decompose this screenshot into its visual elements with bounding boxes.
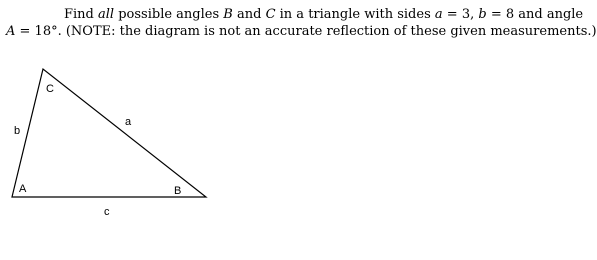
value-b: = 8 and angle [486, 7, 584, 22]
side-label-c: c [104, 206, 110, 218]
triangle-shape [12, 69, 206, 197]
vertex-label-A: A [19, 183, 27, 195]
symbol-a: a [434, 7, 443, 22]
text-and: and [232, 7, 266, 22]
side-label-b: b [14, 125, 21, 137]
symbol-b: b [478, 7, 487, 22]
text-possible-angles: possible angles [114, 7, 224, 22]
text-find: Find [64, 7, 99, 22]
value-a: = 3, [442, 7, 479, 22]
vertex-label-C: C [46, 83, 54, 95]
symbol-C: C [265, 7, 276, 22]
symbol-A: A [6, 24, 16, 39]
vertex-label-B: B [174, 185, 182, 197]
side-label-a: a [125, 116, 132, 128]
text-triangle-with-sides: in a triangle with sides [275, 7, 435, 22]
text-all-emphasis: all [98, 7, 115, 22]
symbol-B: B [223, 7, 233, 22]
value-A-and-note: = 18°. (NOTE: the diagram is not an accurate reflection of these given measurements.) [15, 24, 597, 39]
